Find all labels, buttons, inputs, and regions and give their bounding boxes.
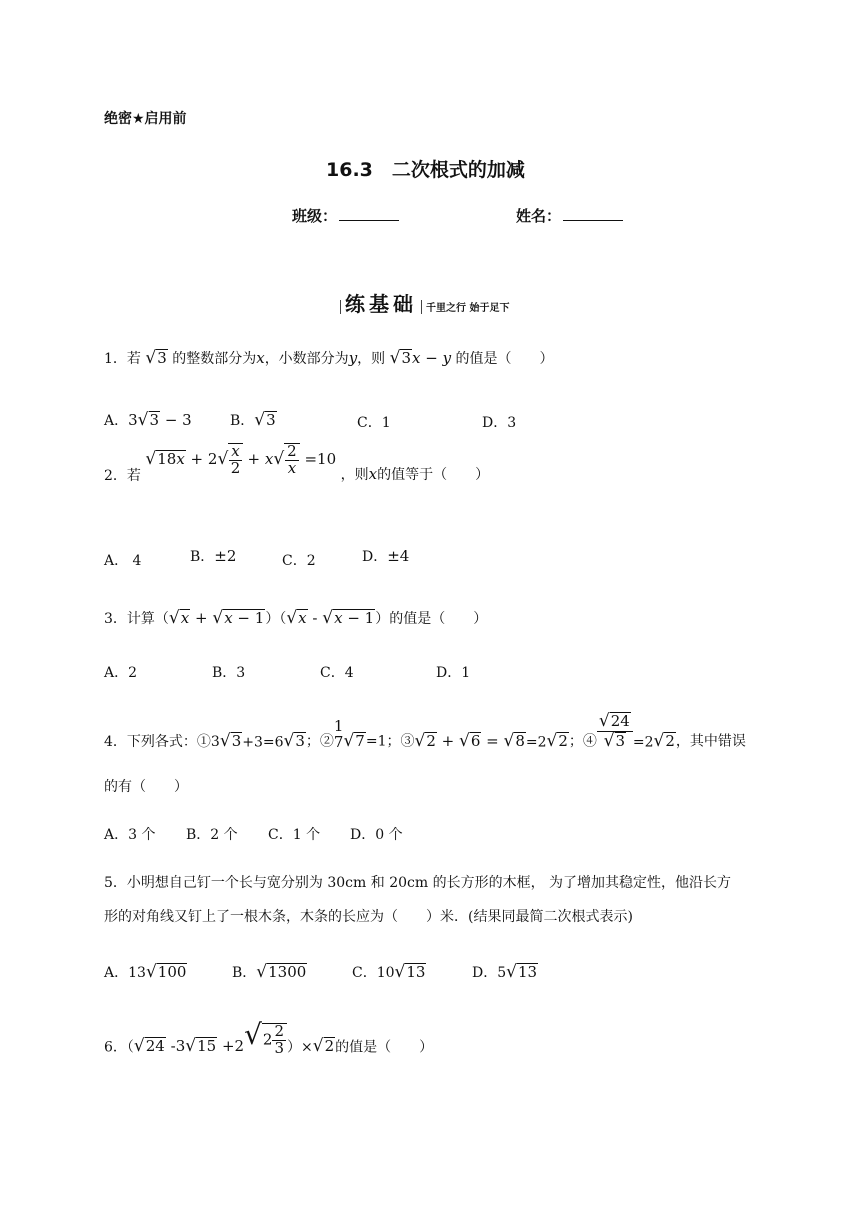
q2-option-a[interactable]: A． 4 xyxy=(104,553,142,569)
q5-option-d[interactable] xyxy=(472,962,538,982)
math-sum: √x + √x − 1 xyxy=(168,608,265,628)
class-field xyxy=(292,205,399,226)
option-math: √3 xyxy=(254,410,276,430)
math-expression: √3x − y xyxy=(389,348,452,368)
question-text: ，则 xyxy=(340,467,369,483)
question-prefix xyxy=(104,465,141,485)
option-label: A．13 xyxy=(104,965,146,981)
math-sqrt3: √3 xyxy=(145,348,167,368)
q4-option-c[interactable]: C．1 个 xyxy=(268,827,321,843)
name-field xyxy=(516,205,623,226)
question-number: 6． xyxy=(104,1039,127,1056)
option-math: √13 xyxy=(394,962,426,982)
math-fraction: 1 7 xyxy=(333,717,344,751)
q4-option-a[interactable]: A．3 个 xyxy=(104,827,156,843)
question-6 xyxy=(104,1018,433,1056)
q3-option-d[interactable]: D．1 xyxy=(436,665,471,681)
question-number: 2． xyxy=(104,468,127,484)
math-sqrt7: √7 xyxy=(343,730,365,751)
math-sum: √24 -3√15 +2 xyxy=(133,1036,245,1057)
option-math: ±4 xyxy=(387,547,410,565)
class-blank xyxy=(339,206,399,221)
q1-option-d[interactable]: D．3 xyxy=(482,415,517,431)
question-2 xyxy=(104,442,490,485)
question-text: +3=6 xyxy=(242,734,284,751)
option-label: B． xyxy=(190,549,215,565)
math-sqrt2: √2 xyxy=(653,730,675,751)
name-blank xyxy=(563,206,623,221)
option-label: A． xyxy=(104,413,129,429)
question-text: 的值等于（ ） xyxy=(377,467,490,483)
section-banner xyxy=(336,288,509,317)
math-x: x xyxy=(368,465,378,483)
question-prefix xyxy=(104,731,220,751)
option-label: D．5 xyxy=(472,965,507,981)
q1-option-b[interactable] xyxy=(230,410,277,430)
math-sqrt3: √3 xyxy=(219,730,242,751)
question-number: 4． xyxy=(104,733,127,750)
question-text: ；④ xyxy=(568,733,597,750)
question-text: =2 xyxy=(632,734,654,751)
question-text: 计算（ xyxy=(126,611,169,627)
math-y: y xyxy=(348,349,358,367)
question-text: （ xyxy=(126,1039,134,1056)
question-text: 的值是（ ） xyxy=(455,351,554,367)
option-label: D． xyxy=(362,549,388,565)
math-sqrt3: √3 xyxy=(283,730,305,751)
q3-option-a[interactable]: A．2 xyxy=(104,665,138,681)
q4-option-b[interactable]: B．2 个 xyxy=(186,827,238,843)
question-text: ，小数部分为 xyxy=(264,351,349,367)
option-math: ±2 xyxy=(214,547,237,565)
q3-option-b[interactable]: B．3 xyxy=(212,665,246,681)
question-text: 的值是（ ） xyxy=(335,1039,434,1056)
q1-option-c[interactable]: C．1 xyxy=(357,415,391,431)
math-equation: √18x + 2√ $\frac{x}{2}$ + x√ $\frac{2}{x}$ =10 xyxy=(145,442,337,477)
math-fraction: $\frac{√24}{√3}$ xyxy=(597,712,633,751)
math-mixed-root: √2 $\frac{2}{3}$ xyxy=(244,1030,287,1048)
question-text: ，其中错误 xyxy=(675,733,746,750)
option-math: √100 xyxy=(145,962,187,982)
banner-subtitle: 千里之行 始于足下 xyxy=(426,303,510,314)
class-label: 班级： xyxy=(292,207,338,225)
question-text: ）（ xyxy=(265,611,287,627)
question-text: =1；③ xyxy=(365,733,415,750)
secret-label: 绝密★启用前 xyxy=(104,111,187,127)
option-label: B． xyxy=(232,965,257,981)
q4-option-d[interactable]: D．0 个 xyxy=(350,827,403,843)
option-math: √13 xyxy=(506,962,538,982)
math-diff: √x - √x − 1 xyxy=(286,608,375,628)
q1-option-a[interactable] xyxy=(104,410,192,430)
question-text: ）× xyxy=(287,1039,313,1056)
question-3 xyxy=(104,608,487,628)
q2-option-c[interactable]: C．2 xyxy=(282,553,316,569)
question-text: =2 xyxy=(525,734,547,751)
q2-option-d[interactable] xyxy=(362,546,409,566)
option-math: 3√3 − 3 xyxy=(128,410,192,430)
question-number: 1． xyxy=(104,351,127,367)
question-5-line-2: 形的对角线又钉上了一根木条，木条的长应为（ ）米．(结果同最简二次根式表示) xyxy=(104,909,633,925)
q2-option-b[interactable] xyxy=(190,546,236,566)
name-label: 姓名： xyxy=(516,207,562,225)
banner-title: 练基础 xyxy=(345,292,417,316)
question-number: 3． xyxy=(104,611,127,627)
math-sqrt2: √2 xyxy=(546,730,568,751)
question-5: 5．小明想自己钉一个长与宽分别为 30cm 和 20cm 的长方形的木框， 为了增加其稳定性，他沿长方 xyxy=(104,875,732,891)
question-text: ，则 xyxy=(357,351,386,367)
q5-option-b[interactable] xyxy=(232,962,307,982)
banner-divider-left xyxy=(340,300,341,314)
option-label: C．10 xyxy=(352,965,395,981)
q5-option-a[interactable] xyxy=(104,962,187,982)
question-1 xyxy=(104,348,554,368)
math-sum: √2 + √6 = √8 xyxy=(414,730,525,751)
option-math: √1300 xyxy=(256,962,307,982)
question-text: ；② xyxy=(305,733,334,750)
question-text: 的整数部分为 xyxy=(172,351,257,367)
question-text: 下列各式：①3 xyxy=(126,733,220,750)
math-x: x xyxy=(256,349,265,367)
question-text: 若 xyxy=(126,351,141,367)
q3-option-c[interactable]: C．4 xyxy=(320,665,354,681)
banner-divider-right xyxy=(421,300,422,314)
q5-option-c[interactable] xyxy=(352,962,426,982)
question-text: ）的值是（ ） xyxy=(375,611,488,627)
question-4 xyxy=(104,712,746,751)
math-sqrt2: √2 xyxy=(312,1036,335,1057)
question-text: 若 xyxy=(126,468,141,484)
option-label: B． xyxy=(230,413,255,429)
question-4-line-2: 的有（ ） xyxy=(104,779,188,795)
page-title: 16.3 二次根式的加减 xyxy=(326,159,525,181)
